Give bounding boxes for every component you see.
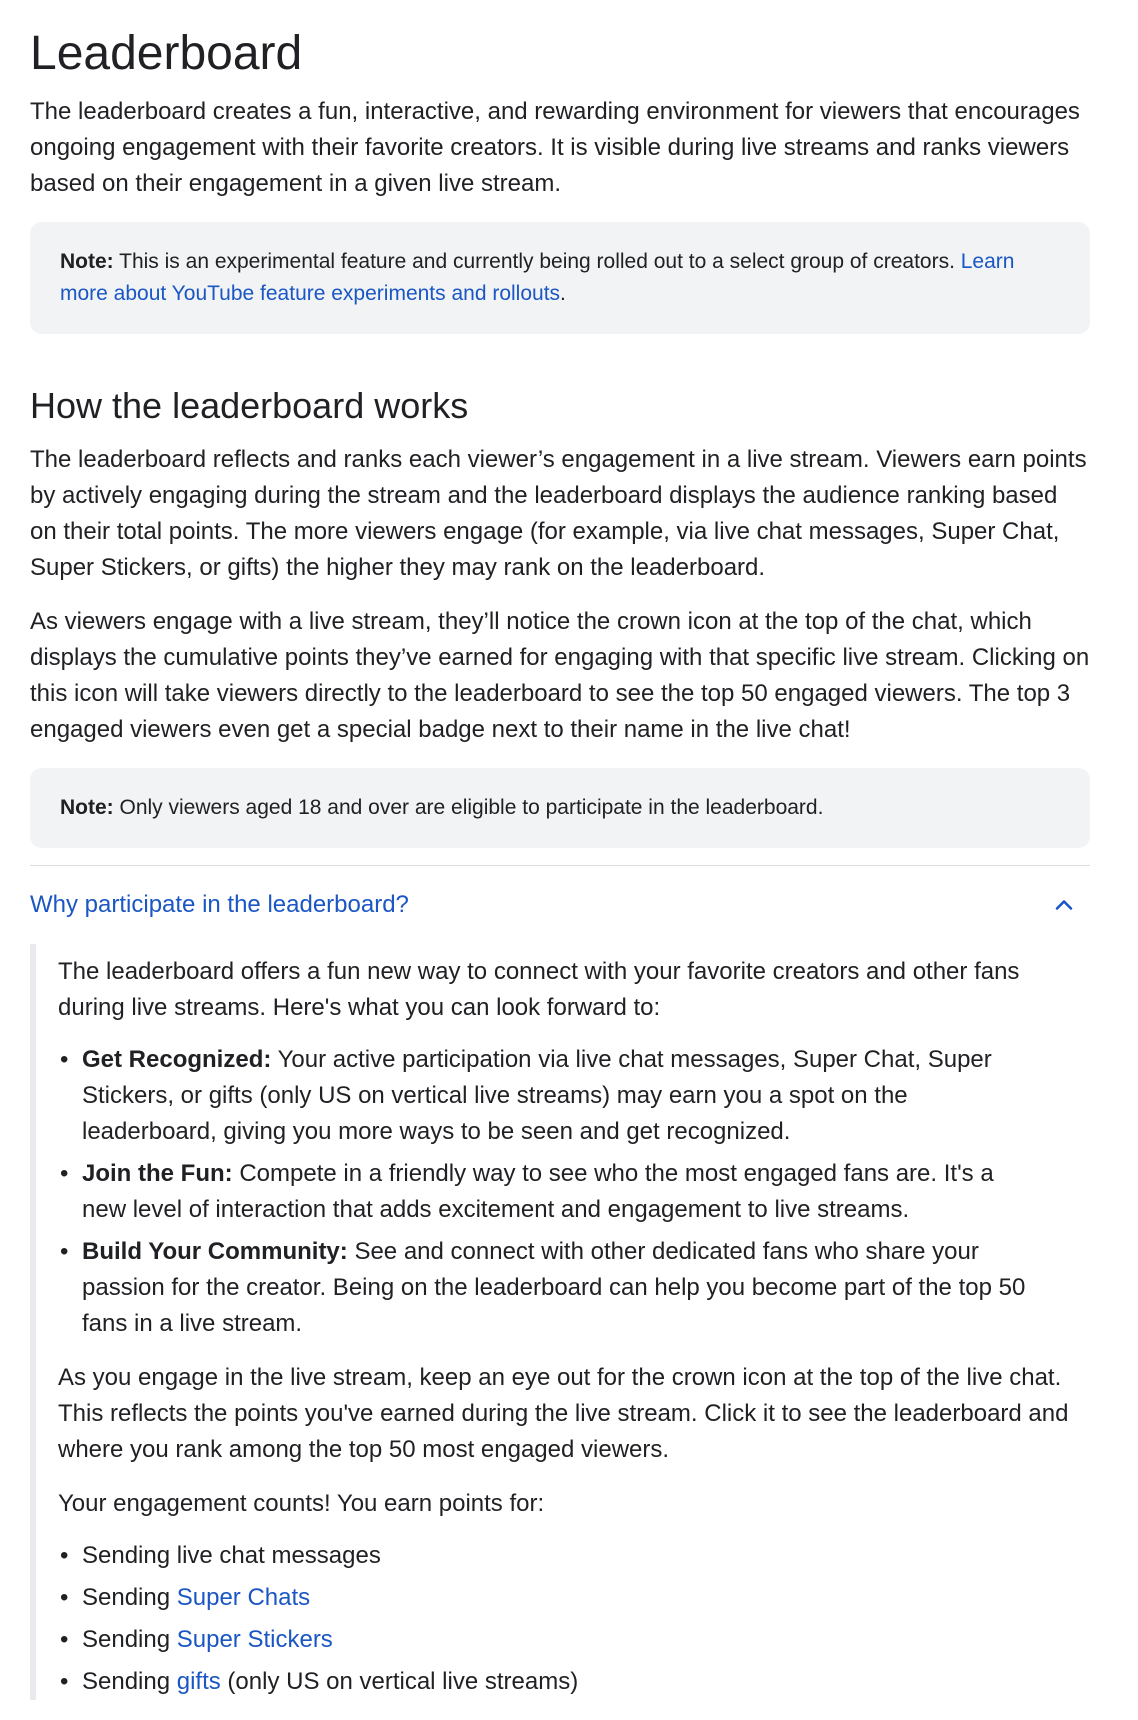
benefit-text: Your active participation via live chat messages, Super Chat, Super Stickers, or gifts (only US on vertical live streams) may earn you a spot on the leaderboard, giving you more ways to be seen and get recognized. [82, 1046, 992, 1145]
accordion-content [30, 944, 1090, 1700]
accordion-intro: The leaderboard offers a fun new way to connect with your favorite creators and other fans during live streams. Here's what you can look forward to: [58, 958, 1020, 1021]
list-item [58, 1156, 1038, 1228]
note-text-end: . [560, 282, 566, 305]
benefit-label: Join the Fun: [82, 1160, 233, 1187]
note-label: Note: [60, 250, 114, 273]
note-text: This is an experimental feature and currently being rolled out to a select group of creators. [113, 250, 961, 273]
chevron-up-icon[interactable] [1050, 891, 1078, 919]
list-item [58, 1042, 1038, 1150]
benefits-list [58, 1042, 1090, 1342]
section-heading: How the leaderboard works [30, 385, 469, 426]
accordion-title[interactable]: Why participate in the leaderboard? [30, 891, 409, 918]
engagement-counts-paragraph: Your engagement counts! You earn points for: [58, 1490, 545, 1517]
list-item [58, 1580, 1038, 1616]
list-item [58, 1538, 1038, 1574]
benefit-text: See and connect with other dedicated fans who share your passion for the creator. Being on the leaderboard can help you become part of the top 50 fans in a live stream. [82, 1238, 1026, 1337]
note-experimental [30, 222, 1090, 334]
intro-paragraph: The leaderboard creates a fun, interactive, and rewarding environment for viewers that encourages ongoing engagement with their favorite creators. It is visible during live streams and ranks viewers based on their engagement in a given live stream. [30, 98, 1080, 197]
list-item [58, 1234, 1038, 1342]
point-text: Sending [82, 1584, 177, 1611]
gifts-link[interactable]: gifts [176, 1668, 221, 1695]
points-list [58, 1538, 1090, 1700]
super-stickers-link[interactable]: Super Stickers [176, 1626, 333, 1653]
list-item [58, 1664, 1038, 1700]
super-chats-link[interactable]: Super Chats [176, 1584, 311, 1611]
point-text: Sending [82, 1626, 177, 1653]
how-it-works-paragraph-2: As viewers engage with a live stream, they’ll notice the crown icon at the top of the chat, which displays the cumulative points they’ve earned for engaging with that specific live stream. Clicking on this icon will take viewers directly to the leaderboard to see the top 50 engaged viewers. The top 3 engaged viewers even get a special badge next to their name in the live chat! [30, 608, 1090, 743]
crown-icon-paragraph: As you engage in the live stream, keep an eye out for the crown icon at the top of the live chat. This reflects the points you've earned during the live stream. Click it to see the leaderboard and where you rank among the top 50 most engaged viewers. [58, 1364, 1069, 1463]
point-text: Sending live chat messages [82, 1542, 381, 1569]
note-text: Only viewers aged 18 and over are eligible to participate in the leaderboard. [113, 796, 824, 819]
page-title: Leaderboard [30, 27, 303, 80]
how-it-works-paragraph-1: The leaderboard reflects and ranks each viewer’s engagement in a live stream. Viewers earn points by actively engaging during the stream and the leaderboard displays the audience ranking based on their total points. The more viewers engage (for example, via live chat messages, Super Chat, Super Stickers, or gifts) the higher they may rank on the leaderboard. [30, 446, 1087, 581]
note-label: Note: [60, 796, 114, 819]
benefit-label: Get Recognized: [82, 1046, 272, 1073]
benefit-text: Compete in a friendly way to see who the most engaged fans are. It's a new level of interaction that adds excitement and engagement to live streams. [82, 1160, 994, 1223]
experiments-rollouts-link[interactable]: Learn more about YouTube feature experiments and rollouts [60, 250, 1015, 305]
point-suffix: (only US on vertical live streams) [220, 1668, 579, 1695]
accordion-why-participate[interactable] [30, 866, 1090, 944]
point-text: Sending [82, 1668, 177, 1695]
list-item [58, 1622, 1038, 1658]
benefit-label: Build Your Community: [82, 1238, 348, 1265]
note-age-eligibility [30, 768, 1090, 848]
